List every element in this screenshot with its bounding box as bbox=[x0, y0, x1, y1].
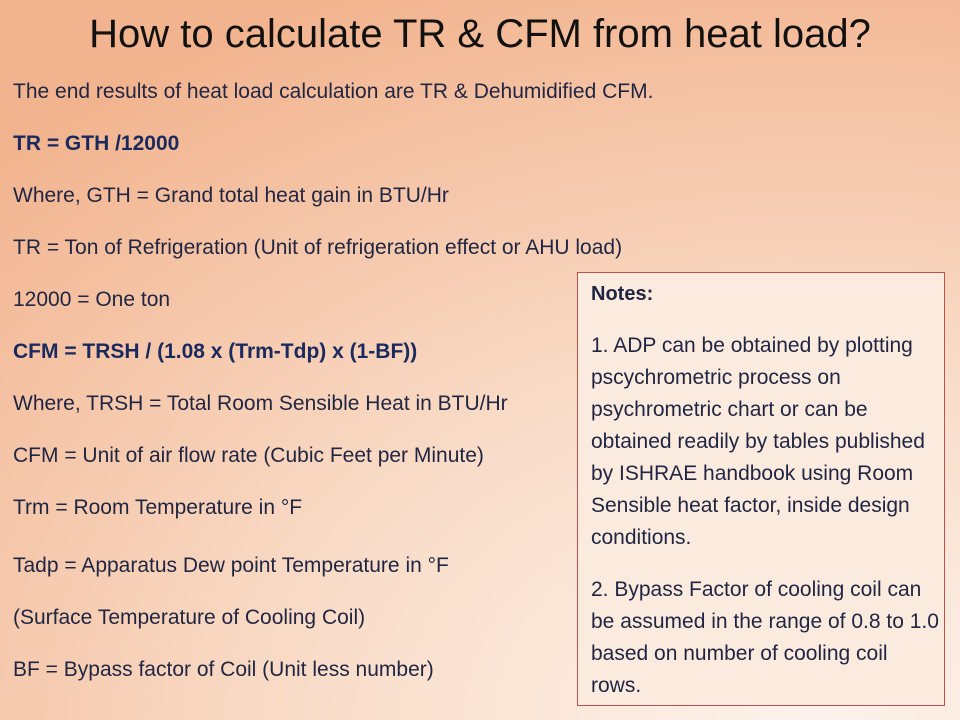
gth-definition: Where, GTH = Grand total heat gain in BTU/Hr bbox=[13, 184, 449, 207]
tr-definition: TR = Ton of Refrigeration (Unit of refrigeration effect or AHU load) bbox=[13, 236, 623, 259]
cfm-definition: CFM = Unit of air flow rate (Cubic Feet per Minute) bbox=[13, 444, 484, 467]
tadp-definition: Tadp = Apparatus Dew point Temperature in °F bbox=[13, 554, 449, 577]
note-adp: 1. ADP can be obtained by plotting pscychrometric process on psychrometric chart or can be obtained readily by tables published by ISHRAE handbook using Room Sensible heat factor, inside design conditions. bbox=[591, 334, 925, 549]
notes-box bbox=[577, 272, 945, 706]
trm-definition: Trm = Room Temperature in °F bbox=[13, 496, 303, 519]
notes-heading: Notes: bbox=[591, 283, 654, 305]
note-bypass-factor: 2. Bypass Factor of cooling coil can be assumed in the range of 0.8 to 1.0 based on number of cooling coil rows. bbox=[591, 578, 939, 697]
surface-temp-note: (Surface Temperature of Cooling Coil) bbox=[13, 606, 366, 629]
slide-title: How to calculate TR & CFM from heat load? bbox=[89, 12, 871, 56]
cfm-formula: CFM = TRSH / (1.08 x (Trm-Tdp) x (1-BF)) bbox=[13, 340, 418, 363]
bf-definition: BF = Bypass factor of Coil (Unit less number) bbox=[13, 658, 434, 681]
tr-formula: TR = GTH /12000 bbox=[13, 132, 180, 155]
intro-line: The end results of heat load calculation are TR & Dehumidified CFM. bbox=[13, 80, 654, 103]
one-ton-definition: 12000 = One ton bbox=[13, 288, 171, 311]
trsh-definition: Where, TRSH = Total Room Sensible Heat in BTU/Hr bbox=[13, 392, 508, 415]
